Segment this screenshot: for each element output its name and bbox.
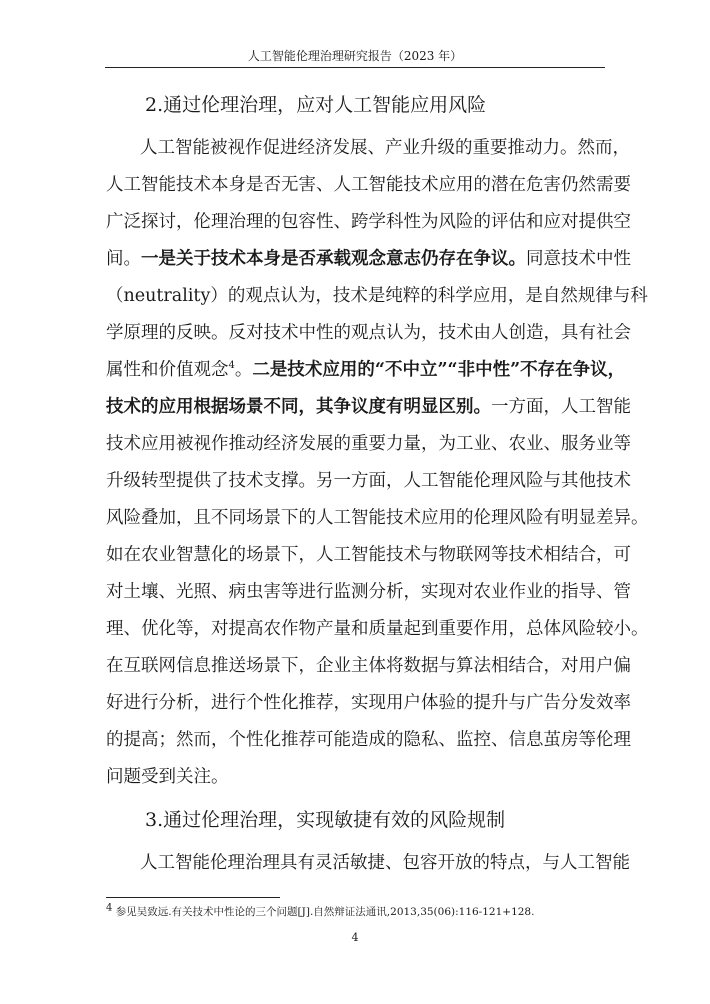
body-line: 的提高；然而，个性化推荐可能造成的隐私、监控、信息茧房等伦理: [106, 730, 631, 750]
body-text: 间。: [106, 249, 141, 269]
body-line: 升级转型提供了技术支撑。另一方面，人工智能伦理风险与其他技术: [106, 471, 631, 491]
body-line: 技术应用被视作推动经济发展的重要力量，为工业、农业、服务业等: [106, 434, 631, 454]
footnote: [106, 902, 535, 919]
body-line: 如在农业智慧化的场景下，人工智能技术与物联网等技术相结合，可: [106, 545, 631, 565]
header-rule: [105, 67, 605, 68]
bold-claim-2-cont: 技术的应用根据场景不同，其争议度有明显区别。: [106, 397, 491, 417]
body-line: 风险叠加，且不同场景下的人工智能技术应用的伦理风险有明显差异。: [106, 508, 649, 528]
body-text: 一方面，人工智能: [491, 397, 631, 417]
footnote-ref[interactable]: 4: [228, 360, 235, 372]
running-header: 人工智能伦理治理研究报告（2023 年）: [247, 49, 463, 63]
body-line: 广泛探讨，伦理治理的包容性、跨学科性为风险的评估和应对提供空: [106, 212, 631, 232]
body-line: 问题受到关注。: [106, 767, 229, 787]
footnote-mark: 4: [106, 902, 113, 914]
body-line: 好进行分析，进行个性化推荐，实现用户体验的提升与广告分发效率: [106, 693, 631, 713]
body-line: （neutrality）的观点认为，技术是纯粹的科学应用，是自然规律与科: [106, 286, 648, 306]
body-line: [106, 394, 631, 420]
body-line: 在互联网信息推送场景下，企业主体将数据与算法相结合，对用户偏: [106, 656, 631, 676]
body-line: 人工智能技术本身是否无害、人工智能技术应用的潜在危害仍然需要: [106, 175, 631, 195]
body-line: 对土壤、光照、病虫害等进行监测分析，实现对农业作业的指导、管: [106, 582, 631, 602]
body-line: 人工智能被视作促进经济发展、产业升级的重要推动力。然而，: [140, 138, 630, 158]
body-line: 人工智能伦理治理具有灵活敏捷、包容开放的特点，与人工智能: [140, 853, 630, 873]
body-text: 。: [234, 360, 253, 380]
bold-claim-1: 一是关于技术本身是否承载观念意志仍存在争议。: [141, 249, 526, 269]
body-line: [106, 357, 626, 383]
body-line: 学原理的反映。反对技术中性的观点认为，技术由人创造，具有社会: [106, 323, 631, 343]
body-line: 理、优化等，对提高农作物产量和质量起到重要作用，总体风险较小。: [106, 619, 649, 639]
page-number: 4: [351, 931, 359, 944]
footnote-rule: [106, 897, 280, 898]
bold-claim-2: 二是技术应用的“不中立”“非中性”不存在争议，: [252, 360, 626, 380]
body-text: 同意技术中性: [526, 249, 631, 269]
footnote-text: 参见吴致远.有关技术中性论的三个问题[J].自然辩证法通讯,2013,35(06):116-121+128.: [115, 906, 535, 918]
body-text: 属性和价值观念: [106, 360, 229, 380]
body-line: [106, 246, 631, 272]
section-2-heading: 2.通过伦理治理，应对人工智能应用风险: [145, 94, 487, 116]
section-3-heading: 3.通过伦理治理，实现敏捷有效的风险规制: [145, 809, 506, 831]
